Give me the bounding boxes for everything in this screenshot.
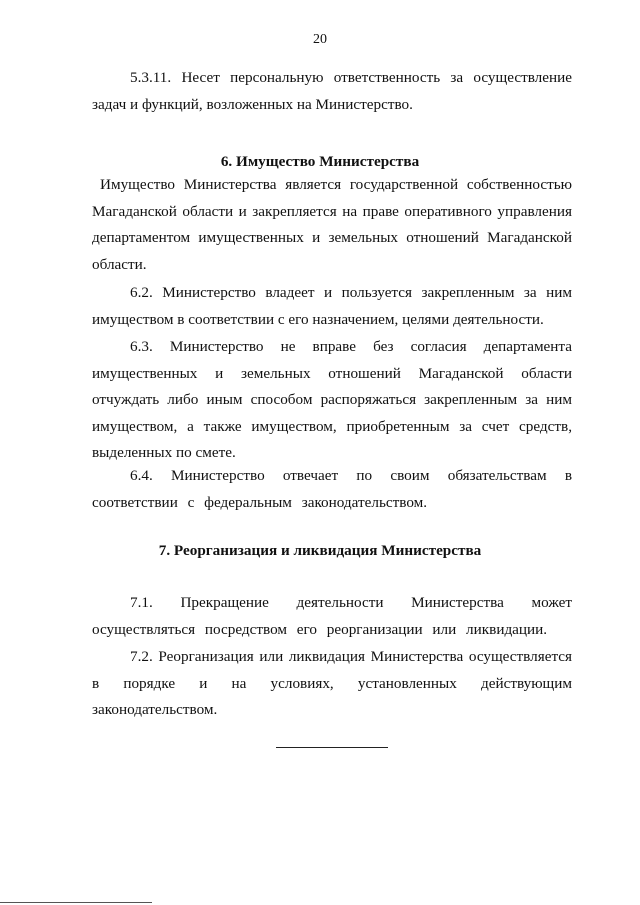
paragraph-7-1: 7.1. Прекращение деятельности Министерства может осуществляться посредством его реорганизации или ликвидации. <box>92 594 572 638</box>
paragraph-6-3: 6.3. Министерство не вправе без согласия департамента имущественных и земельных отношений Магаданской области отчуждать либо иным способом распоряжаться закрепленным за ним имуществом, а также имуществом, приобретенным за счет средств, выделенных по смете. <box>92 338 572 462</box>
footer-rule <box>0 902 152 903</box>
section-6-heading: 6. Имущество Министерства <box>220 153 420 170</box>
page-number: 20 <box>313 32 327 47</box>
paragraph-6-1: Имущество Министерства является государственной собственностью Магаданской области и закрепляется на праве оперативного управления департаментом имущественных и земельных отношений Магаданской области. <box>92 176 572 273</box>
end-separator-line <box>276 747 388 748</box>
paragraph-7-2: 7.2. Реорганизация или ликвидация Министерства осуществляется в порядке и на условиях, установленных действующим законодательством. <box>92 648 572 719</box>
paragraph-6-4: 6.4. Министерство отвечает по своим обязательствам в соответствии с федеральным законодательством. <box>92 467 572 511</box>
section-7-heading: 7. Реорганизация и ликвидация Министерства <box>158 542 482 559</box>
paragraph-6-2: 6.2. Министерство владеет и пользуется закрепленным за ним имуществом в соответствии с его назначением, целями деятельности. <box>92 284 572 328</box>
paragraph-5-3-11: 5.3.11. Несет персональную ответственность за осуществление задач и функций, возложенных на Министерство. <box>92 69 572 113</box>
